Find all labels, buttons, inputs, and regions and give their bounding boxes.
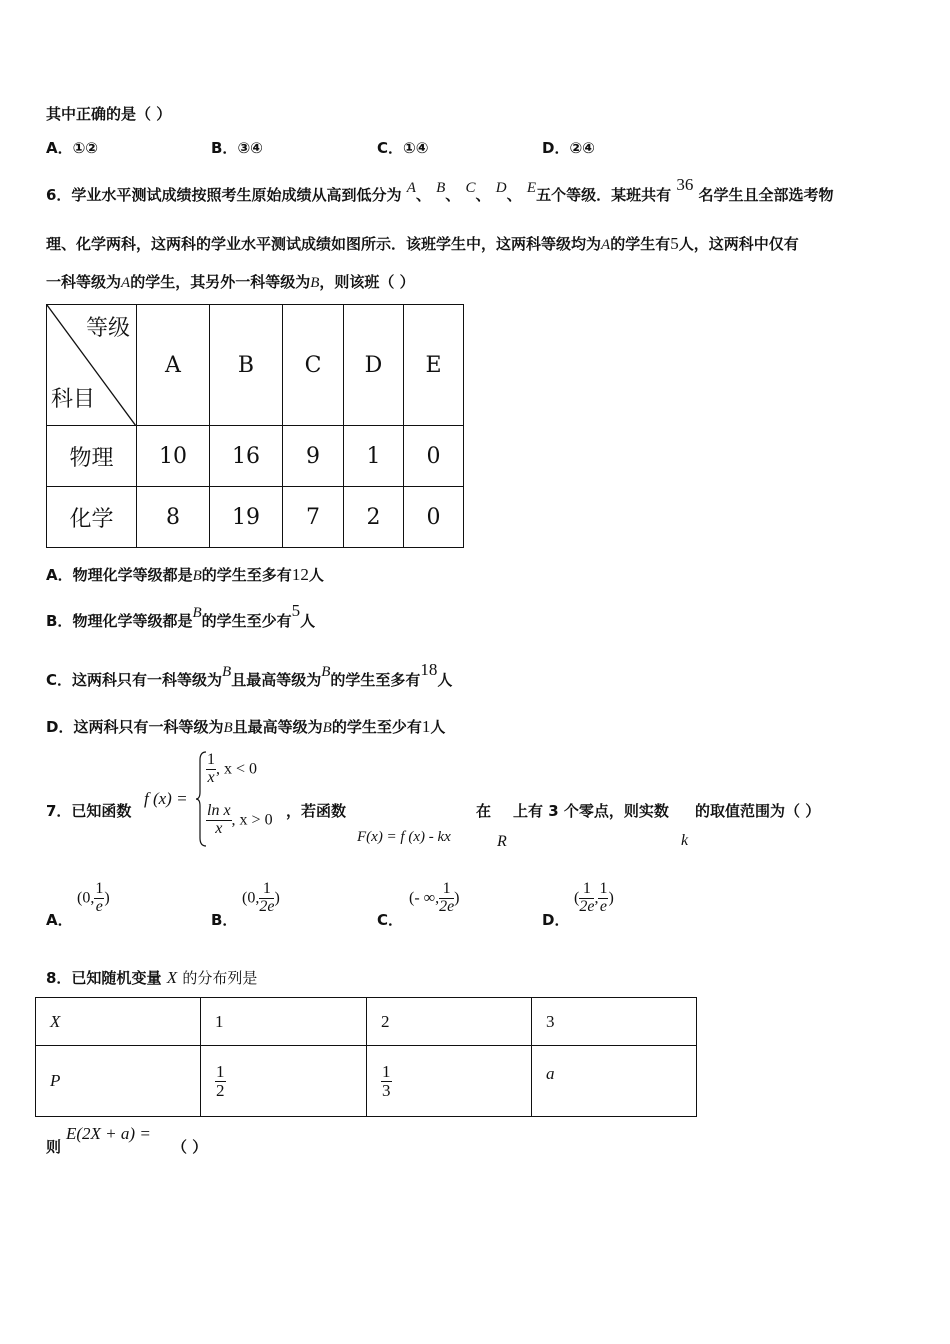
q7-text3: 上有 3 个零点，则实数 xyxy=(513,802,669,820)
dist-x-value: 2 xyxy=(367,998,532,1046)
q8-answer-paren: （ ） xyxy=(172,1138,208,1156)
subject-physics: 物理 xyxy=(47,426,137,487)
q5-option-b: B．③④ xyxy=(211,139,263,157)
q7-R: R xyxy=(497,833,507,850)
dist-p-value: $\frac{1}{2}$ xyxy=(201,1046,367,1117)
q6-option-a: A．物理化学等级都是B的学生至多有12人 xyxy=(46,565,324,584)
q7-fx: f (x) = xyxy=(144,789,188,808)
q7-option-a-label: A． xyxy=(46,911,73,929)
grade-header-d: D xyxy=(344,305,404,426)
q7-k: k xyxy=(681,832,689,849)
q5-stem: 其中正确的是（ ） xyxy=(46,105,172,123)
grade-row-physics xyxy=(47,426,464,487)
grade-cell: 19 xyxy=(210,487,283,548)
q7-Fx: F(x) = f (x) - kx xyxy=(357,829,451,845)
q7-option-a: (0, $\frac{1}{e}$ ) xyxy=(77,880,110,915)
q7-option-b: (0, $\frac{1}{2e}$ ) xyxy=(242,880,280,915)
dist-p-header: P xyxy=(36,1046,201,1117)
q5-option-a: A．①② xyxy=(46,139,99,157)
grade-cell: 16 xyxy=(210,426,283,487)
corner-bottom-label: 科目 xyxy=(51,387,96,412)
q5-option-d: D．②④ xyxy=(542,139,595,157)
grade-cell: 7 xyxy=(283,487,344,548)
grade-cell: 0 xyxy=(404,487,464,548)
distribution-table xyxy=(35,997,697,1117)
q7-option-c-label: C． xyxy=(377,911,404,929)
dist-row-x xyxy=(36,998,697,1046)
q8-expression: E(2X + a) = xyxy=(66,1124,151,1143)
q7-label: 7．已知函数 xyxy=(46,802,132,820)
q7-option-d-label: D． xyxy=(542,911,570,929)
q7-option-d: ( $\frac{1}{2e}$ , $\frac{1}{e}$ ) xyxy=(574,880,614,915)
grade-cell: 1 xyxy=(344,426,404,487)
grade-cell: 8 xyxy=(137,487,210,548)
q8-then: 则 xyxy=(46,1138,62,1156)
dist-x-value: 3 xyxy=(532,998,697,1046)
dist-x-value: 1 xyxy=(201,998,367,1046)
q7-text2: 在 xyxy=(476,802,492,820)
dist-row-p xyxy=(36,1046,697,1117)
q8-stem: 8．已知随机变量 X 的分布列是 xyxy=(46,968,258,987)
grade-cell: 2 xyxy=(344,487,404,548)
grade-row-chemistry xyxy=(47,487,464,548)
q6-option-d: D．这两科只有一科等级为B且最高等级为B的学生至少有1人 xyxy=(46,717,446,736)
grade-header-c: C xyxy=(283,305,344,426)
q6-option-c: C．这两科只有一科等级为B且最高等级为B的学生至多有18人 xyxy=(46,660,453,689)
q7-option-c: (- ∞, $\frac{1}{2e}$ ) xyxy=(409,880,460,915)
grade-cell: 10 xyxy=(137,426,210,487)
grade-cell: 9 xyxy=(283,426,344,487)
q6-line3: 一科等级为A的学生，其另外一科等级为B，则该班（ ） xyxy=(46,273,415,291)
grade-table-corner xyxy=(47,305,137,426)
q6-option-b: B．物理化学等级都是B的学生至少有5人 xyxy=(46,601,316,630)
corner-top-label: 等级 xyxy=(85,316,130,341)
q7-option-b-label: B． xyxy=(211,911,238,929)
dist-p-value: $\frac{1}{3}$ xyxy=(367,1046,532,1117)
dist-p-value: a xyxy=(532,1046,697,1117)
grade-header-e: E xyxy=(404,305,464,426)
q7-case1: $\frac{1}{x}$ , x < 0 xyxy=(207,751,258,786)
q5-option-c: C．①④ xyxy=(377,139,429,157)
q6-line1: 6．学业水平测试成绩按照考生原始成绩从高到低分为 A、 B、 C、 D、 E五个等级．某班共有 36 名学生且全部选考物 xyxy=(46,175,834,204)
q7-text4: 的取值范围为（ ） xyxy=(695,802,821,820)
grade-table-header-row xyxy=(47,305,464,426)
grade-header-b: B xyxy=(210,305,283,426)
grade-table xyxy=(46,304,464,548)
q7-case2: $\frac{\text{ln x}}{x}$ , x > 0 xyxy=(207,802,273,837)
dist-x-header: X xyxy=(36,998,201,1046)
grade-cell: 0 xyxy=(404,426,464,487)
q7-text1: ，若函数 xyxy=(286,802,347,820)
subject-chemistry: 化学 xyxy=(47,487,137,548)
grade-header-a: A xyxy=(137,305,210,426)
q6-line2: 理、化学两科，这两科的学业水平测试成绩如图所示．该班学生中，这两科等级均为A的学生有5人，这两科中仅有 xyxy=(46,234,799,253)
